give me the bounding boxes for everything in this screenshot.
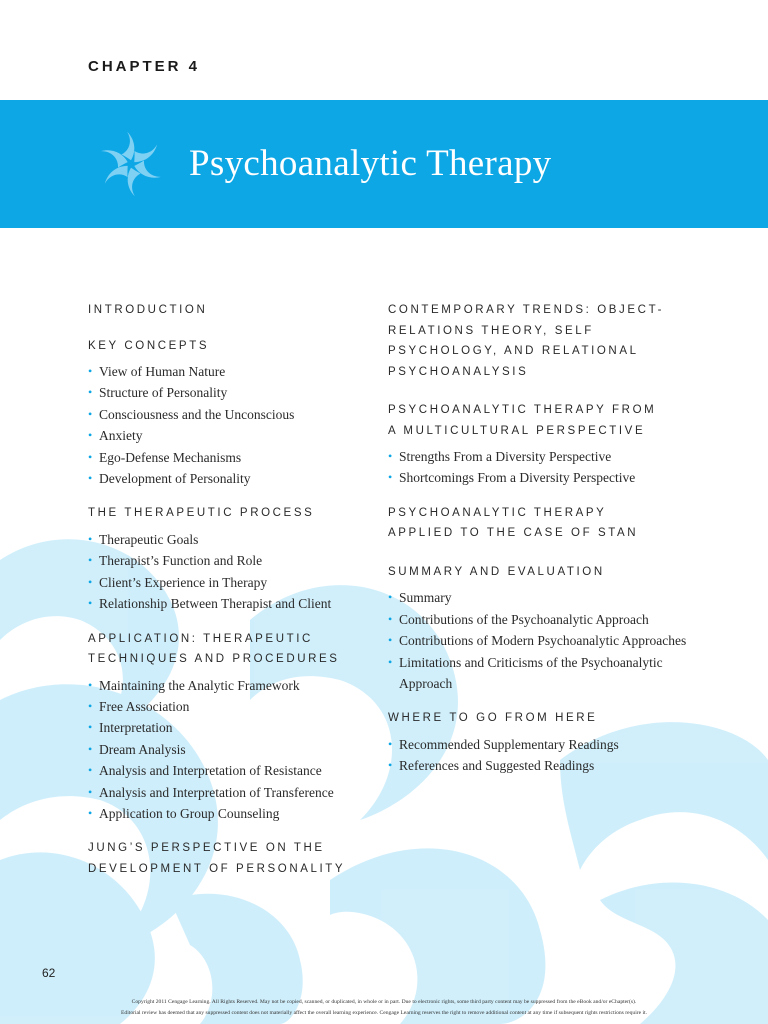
list-item: • Free Association [88, 696, 378, 717]
section-multicultural [388, 400, 688, 489]
section-heading-line: PSYCHOLOGY, AND RELATIONAL [388, 345, 639, 357]
section-heading-line: APPLIED TO THE CASE OF STAN [388, 527, 639, 540]
chapter-title: Psychoanalytic Therapy [189, 143, 552, 184]
section-item-list [388, 734, 688, 777]
page-number: 62 [42, 966, 56, 980]
section-heading: KEY CONCEPTS [88, 339, 210, 352]
section-application [88, 629, 378, 825]
list-item: • Therapist’s Function and Role [88, 550, 378, 571]
list-item: • Interpretation [88, 717, 378, 738]
list-item: • Contributions of Modern Psychoanalytic Approaches [388, 630, 688, 651]
list-item: • Anxiety [88, 425, 378, 446]
list-item: • Maintaining the Analytic Framework [88, 675, 378, 696]
section-item-list [88, 361, 378, 489]
section-therapeutic-process [88, 503, 378, 614]
list-item: • Analysis and Interpretation of Resistance [88, 760, 378, 781]
section-item-list [88, 675, 378, 825]
section-jung [88, 838, 378, 879]
list-item: • Therapeutic Goals [88, 529, 378, 550]
section-heading [388, 400, 688, 441]
section-heading-line: TECHNIQUES AND PROCEDURES [88, 653, 340, 666]
section-heading-line: PSYCHOANALYTIC THERAPY FROM [388, 404, 657, 416]
section-where-to-go [388, 708, 688, 776]
section-heading-line: APPLICATION: THERAPEUTIC [88, 632, 313, 645]
section-heading [88, 629, 378, 670]
section-contemporary-trends [388, 300, 688, 382]
list-item: • Client’s Experience in Therapy [88, 572, 378, 593]
section-heading [388, 300, 688, 382]
copyright-notice [0, 997, 768, 1019]
list-item: • Development of Personality [88, 468, 378, 489]
section-heading: THE THERAPEUTIC PROCESS [88, 507, 315, 520]
section-heading-line: PSYCHOANALYTIC THERAPY [388, 506, 607, 519]
section-item-list [388, 587, 688, 694]
section-heading-line: CONTEMPORARY TRENDS: OBJECT- [388, 304, 664, 316]
list-item: • Contributions of the Psychoanalytic Approach [388, 609, 688, 630]
list-item: • Relationship Between Therapist and Client [88, 593, 378, 614]
section-case-of-stan [388, 503, 688, 544]
section-summary-evaluation [388, 562, 688, 695]
list-item: • Structure of Personality [88, 382, 378, 403]
section-heading: INTRODUCTION [88, 304, 208, 316]
chapter-label: CHAPTER 4 [88, 58, 201, 75]
list-item: • View of Human Nature [88, 361, 378, 382]
list-item: • Shortcomings From a Diversity Perspective [388, 467, 688, 488]
section-item-list [88, 529, 378, 615]
copyright-line: Copyright 2011 Cengage Learning. All Rights Reserved. May not be copied, scanned, or duplicated, in whole or in part. Due to electronic rights, some third party content may be suppressed from the eBook and/or eChapter(s). [131, 999, 637, 1005]
list-item: • Ego-Defense Mechanisms [88, 447, 378, 468]
contents-left-column [88, 300, 378, 884]
list-item: • Analysis and Interpretation of Transference [88, 782, 378, 803]
list-item: • Application to Group Counseling [88, 803, 378, 824]
section-heading-line: A MULTICULTURAL PERSPECTIVE [388, 424, 646, 437]
list-item: • Summary [388, 587, 688, 608]
section-heading: SUMMARY AND EVALUATION [388, 565, 605, 578]
section-item-list [388, 446, 688, 489]
section-heading [88, 838, 378, 879]
list-item: • Limitations and Criticisms of the Psychoanalytic Approach [388, 652, 688, 695]
section-introduction [88, 300, 378, 321]
pinwheel-flower-icon [93, 126, 169, 202]
list-item: • References and Suggested Readings [388, 755, 688, 776]
section-heading-line: PSYCHOANALYSIS [388, 365, 529, 378]
section-key-concepts [88, 336, 378, 490]
section-heading-line: DEVELOPMENT OF PERSONALITY [88, 862, 346, 875]
copyright-line: Editorial review has deemed that any suppressed content does not materially affect the overall learning experience. Cengage Learning reserves the right to remove additional content at any time if subsequent rights restrictions require it. [121, 1010, 647, 1016]
section-heading [388, 503, 688, 544]
list-item: • Recommended Supplementary Readings [388, 734, 688, 755]
list-item: • Dream Analysis [88, 739, 378, 760]
section-heading-line: JUNG’S PERSPECTIVE ON THE [88, 842, 325, 855]
contents-right-column [388, 300, 688, 791]
list-item: • Consciousness and the Unconscious [88, 404, 378, 425]
list-item: • Strengths From a Diversity Perspective [388, 446, 688, 467]
section-heading: WHERE TO GO FROM HERE [388, 712, 598, 725]
section-heading-line: RELATIONS THEORY, SELF [388, 324, 594, 337]
